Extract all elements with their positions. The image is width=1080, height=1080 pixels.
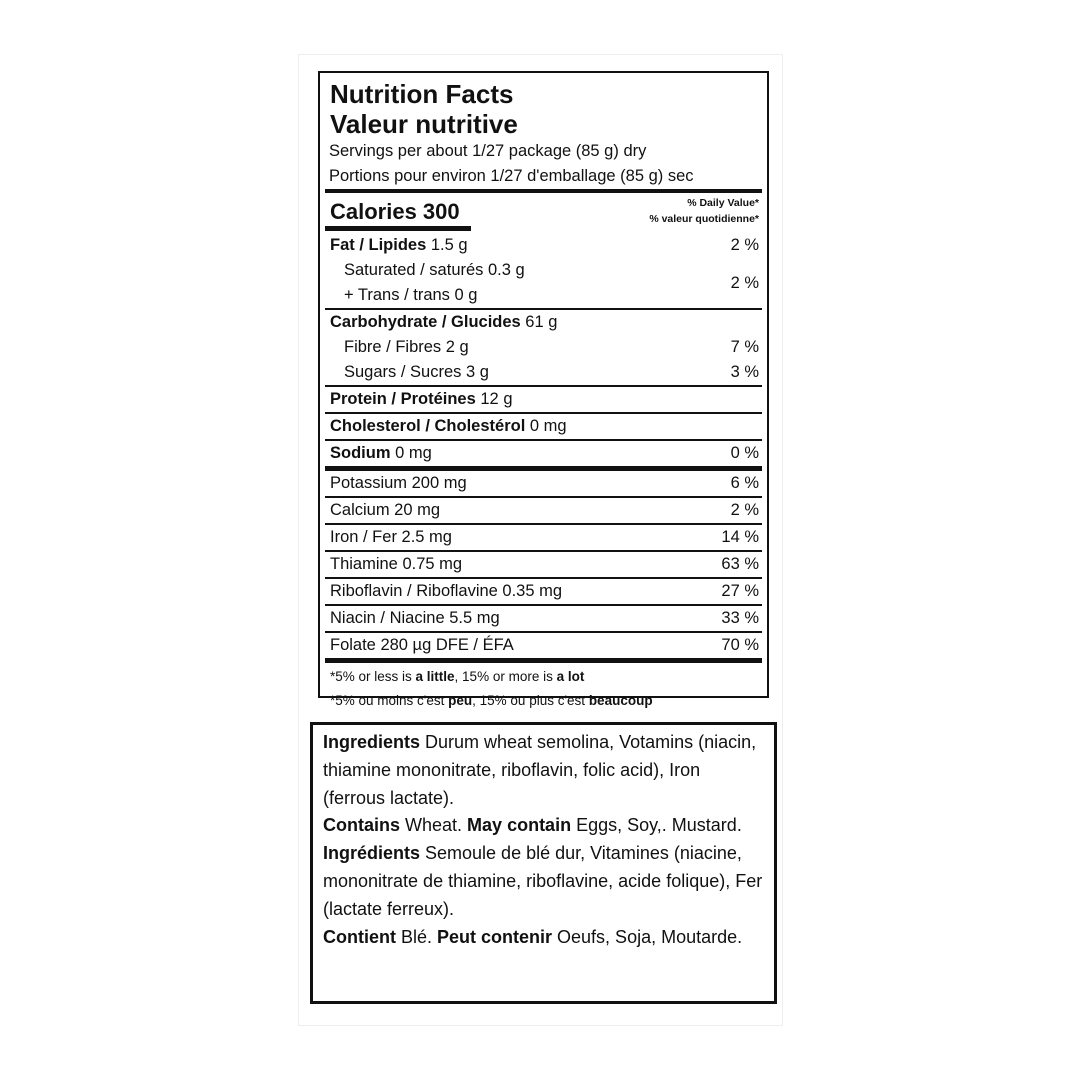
serving-fr: Portions pour environ 1/27 d'emballage (85 g) sec	[329, 167, 694, 185]
cholesterol-row: Cholesterol / Cholestérol 0 mg	[330, 417, 567, 435]
vitamin-row: Calcium 20 mg 2 %	[330, 501, 759, 519]
carb-row: Carbohydrate / Glucides 61 g	[330, 313, 558, 331]
footnote-fr: *5% ou moins c'est peu, 15% ou plus c'est beaucoup	[330, 693, 653, 708]
title-en: Nutrition Facts	[330, 79, 514, 109]
sat-trans-pct: 2 %	[730, 273, 759, 292]
saturated: Saturated / saturés 0.3 g	[344, 261, 525, 279]
title-fr: Valeur nutritive	[330, 109, 518, 139]
calories-row	[328, 193, 761, 229]
vitamin-row: Folate 280 µg DFE / ÉFA 70 %	[330, 636, 759, 654]
dv-fr: % valeur quotidienne*	[649, 213, 759, 225]
ingredients-fr: Ingrédients Semoule de blé dur, Vitamines (niacine, mononitrate de thiamine, riboflavine, acide folique), Fer (lactate ferreux).	[323, 843, 763, 919]
footnote-en: *5% or less is a little, 15% or more is a lot	[330, 669, 585, 684]
sat-trans-row	[328, 258, 761, 308]
divider	[325, 226, 471, 231]
fibre-row: Fibre / Fibres 2 g 7 %	[344, 338, 759, 356]
contains-en: Contains Wheat. May contain Eggs, Soy,. Mustard.	[323, 815, 742, 836]
vitamin-row: Riboflavin / Riboflavine 0.35 mg 27 %	[330, 582, 759, 600]
protein-row: Protein / Protéines 12 g	[330, 390, 513, 408]
sodium-row: Sodium 0 mg 0 %	[330, 444, 759, 462]
ingredients-en: Ingredients Durum wheat semolina, Votamins (niacin, thiamine mononitrate, riboflavin, folic acid), Iron (ferrous lactate).	[323, 732, 757, 808]
sugars-row: Sugars / Sucres 3 g 3 %	[344, 363, 759, 381]
ingredients-box	[310, 722, 777, 1004]
vitamin-row: Thiamine 0.75 mg 63 %	[330, 555, 759, 573]
calories: Calories 300	[330, 199, 460, 224]
dv-en: % Daily Value*	[687, 197, 759, 209]
trans: + Trans / trans 0 g	[344, 286, 478, 304]
serving-en: Servings per about 1/27 package (85 g) dry	[329, 142, 647, 160]
vitamin-row: Niacin / Niacine 5.5 mg 33 %	[330, 609, 759, 627]
daily-value-header	[649, 195, 759, 227]
vitamin-row: Potassium 200 mg 6 %	[330, 474, 759, 492]
nutrition-facts-table	[318, 71, 769, 708]
contains-fr: Contient Blé. Peut contenir Oeufs, Soja, Moutarde.	[323, 926, 743, 947]
vitamin-row: Iron / Fer 2.5 mg 14 %	[330, 528, 759, 546]
fat-row: Fat / Lipides 1.5 g 2 %	[330, 236, 759, 254]
